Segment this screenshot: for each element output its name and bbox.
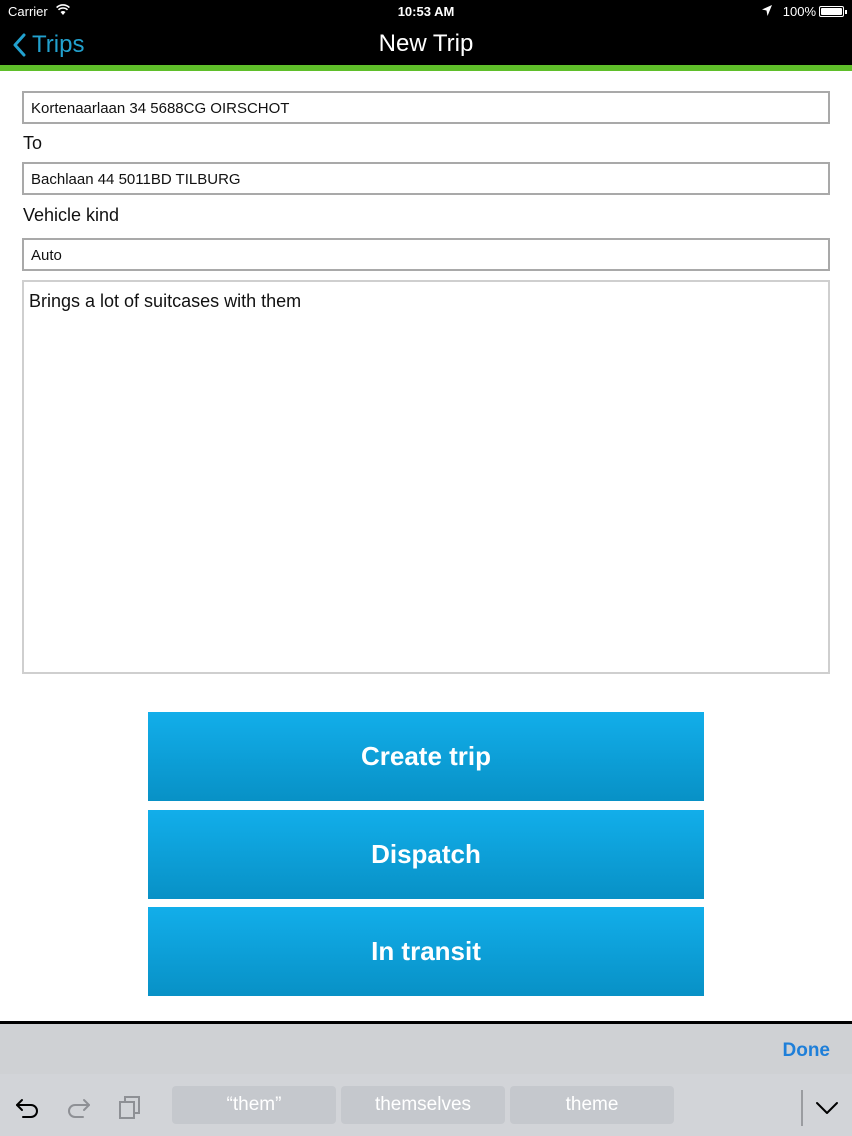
suggestion-separator	[801, 1090, 803, 1126]
keyboard-accessory-bar	[0, 1024, 852, 1074]
done-button[interactable]: Done	[782, 1040, 830, 1061]
in-transit-button[interactable]: In transit	[148, 907, 704, 996]
suggestion-themselves[interactable]: themselves	[341, 1086, 505, 1124]
vehicle-kind-label: Vehicle kind	[23, 205, 120, 225]
paste-icon[interactable]	[116, 1094, 144, 1120]
carrier-label: Carrier	[8, 4, 48, 19]
keyboard-suggestion-bar	[0, 1074, 852, 1136]
battery-percent: 100%	[782, 4, 816, 19]
from-address-field[interactable]: Kortenaarlaan 34 5688CG OIRSCHOT	[22, 91, 830, 124]
undo-icon[interactable]	[14, 1094, 42, 1120]
location-arrow-icon	[762, 5, 772, 16]
page-title: New Trip	[378, 30, 474, 57]
suggestion-theme[interactable]: theme	[510, 1086, 674, 1124]
to-label: To	[23, 133, 43, 153]
back-button-label: Trips	[32, 31, 85, 58]
status-time: 10:53 AM	[397, 4, 455, 19]
vehicle-kind-field[interactable]: Auto	[22, 238, 830, 271]
dispatch-button[interactable]: Dispatch	[148, 810, 704, 899]
to-address-field[interactable]: Bachlaan 44 5011BD TILBURG	[22, 162, 830, 195]
battery-icon	[819, 6, 844, 17]
create-trip-button[interactable]: Create trip	[148, 712, 704, 801]
redo-icon[interactable]	[64, 1094, 92, 1120]
navigation-bar	[0, 24, 852, 65]
accent-divider	[0, 65, 852, 71]
chevron-down-icon[interactable]	[814, 1100, 840, 1116]
notes-textarea[interactable]: Brings a lot of suitcases with them	[22, 280, 830, 674]
battery-fill	[821, 8, 842, 15]
status-bar	[0, 0, 852, 24]
suggestion-them[interactable]: “them”	[172, 1086, 336, 1124]
